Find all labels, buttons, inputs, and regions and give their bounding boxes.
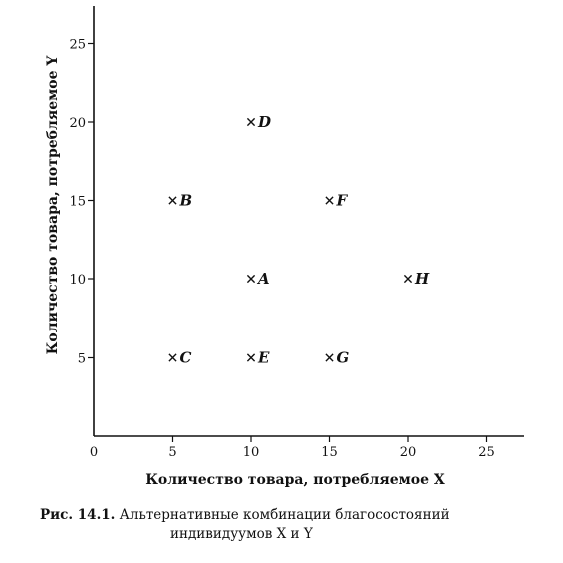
x-ticks [90,436,495,460]
figure-caption [40,506,560,544]
x-tick-label: 5 [168,445,177,460]
y-tick-label: 5 [77,351,86,367]
point-label: G [336,348,350,367]
data-point-g [326,349,350,367]
data-point-e [247,349,270,367]
x-tick-label: 0 [89,445,99,460]
point-marker [169,197,176,204]
point-label: C [179,348,192,367]
axes [94,6,524,436]
y-tick-label: 15 [69,194,86,210]
x-tick-label: 15 [321,445,338,460]
point-label: A [258,270,270,288]
x-tick-label: 25 [478,445,495,460]
x-tick-label: 20 [399,445,417,460]
point-marker [326,197,333,204]
data-point-c [169,349,192,367]
point-marker [247,354,254,361]
point-label: B [179,191,193,210]
caption-line1: Альтернативные комбинации благосостояний [119,507,450,523]
data-point-d [247,113,271,131]
data-points [169,113,430,367]
y-tick-label: 10 [69,273,86,288]
point-label: D [258,113,272,131]
data-point-h [404,270,430,288]
y-axis-title: Количество товара, потребляемое Y [45,55,61,355]
point-marker [404,275,411,282]
point-label: E [258,348,270,367]
x-axis-title: Количество товара, потребляемое X [145,472,445,488]
point-marker [326,354,333,361]
point-label: F [336,191,348,210]
point-marker [247,275,254,282]
caption-line2: индивидуумов X и Y [170,526,313,542]
y-tick-label: 25 [69,37,86,53]
data-point-a [247,270,269,288]
data-point-f [326,192,349,210]
x-tick-label: 10 [242,445,260,460]
point-label: H [415,270,430,288]
point-marker [247,118,254,125]
point-marker [169,354,176,361]
y-ticks [69,38,94,367]
caption-label: Рис. 14.1. [40,507,116,523]
y-tick-label: 20 [69,116,86,131]
data-point-b [169,192,192,210]
